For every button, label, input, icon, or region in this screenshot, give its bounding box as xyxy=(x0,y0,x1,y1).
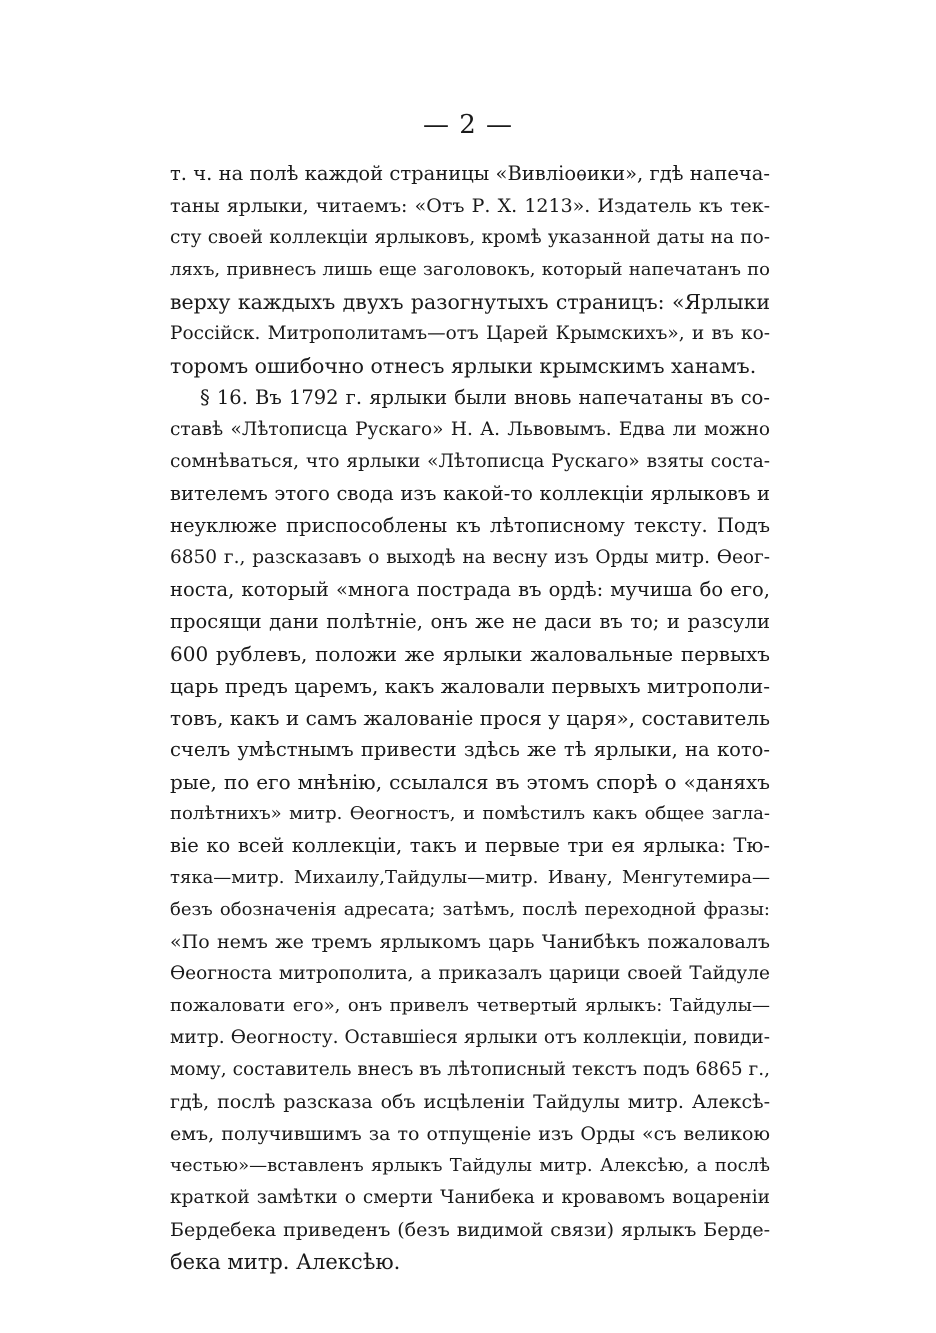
text-line: Ѳеогноста митрополита, а приказалъ царици своей Тайдуле xyxy=(170,963,770,984)
text-line: віе ко всей коллекціи, такъ и первые три ея ярлыка: Тю- xyxy=(170,834,770,857)
text-line: ляхъ, привнесъ лишь еще заголовокъ, который напечатанъ по xyxy=(170,259,770,280)
text-line: торомъ ошибочно отнесъ ярлыки крымскимъ ханамъ. xyxy=(170,354,757,378)
text-line: бека митр. Алексѣю. xyxy=(170,1250,401,1274)
text-line: 6850 г., разсказавъ о выходѣ на весну изъ Орды митр. Ѳеог- xyxy=(170,547,770,568)
text-line: емъ, получившимъ за то отпущеніе изъ Орды «съ великою xyxy=(170,1123,770,1145)
text-line: сту своей коллекціи ярлыковъ, кромѣ указанной даты на по- xyxy=(170,227,770,248)
page-number: — 2 — xyxy=(422,110,514,140)
text-line: «По немъ же тремъ ярлыкомъ царь Чанибѣкъ пожаловалъ xyxy=(170,931,770,953)
text-line: 600 рублевъ, положи же ярлыки жаловальные первыхъ xyxy=(170,642,770,666)
text-line: т. ч. на полѣ каждой страницы «Вивліоѳики», гдѣ напеча- xyxy=(170,162,770,185)
text-line: § 16. Въ 1792 г. ярлыки были вновь напечатаны въ со- xyxy=(200,386,770,409)
text-line: рые, по его мнѣнію, ссылался въ этомъ спорѣ о «даняхъ xyxy=(170,770,770,794)
text-line: честью»—вставленъ ярлыкъ Тайдулы митр. Алексѣю, а послѣ xyxy=(170,1155,770,1176)
text-line: краткой замѣтки о смерти Чанибека и кровавомъ воцареніи xyxy=(170,1187,770,1208)
text-line: носта, который «многа пострада въ ордѣ: мучиша бо его, xyxy=(170,578,770,601)
text-line: неуклюже приспособлены къ лѣтописному тексту. Подъ xyxy=(170,514,770,537)
text-line: вителемъ этого свода изъ какой-то коллекціи ярлыковъ и xyxy=(170,482,770,505)
text-line: сомнѣваться, что ярлыки «Лѣтописца Рускаго» взяты соста- xyxy=(170,451,770,472)
text-line: товъ, какъ и самъ жалованіе прося у царя», составитель xyxy=(170,706,770,730)
text-line: ставѣ «Лѣтописца Рускаго» Н. А. Львовымъ. Едва ли можно xyxy=(170,419,770,440)
text-line: Россійск. Митрополитамъ—отъ Царей Крымскихъ», и въ ко- xyxy=(170,323,770,344)
text-line: просящи дани полѣтніе, онъ же не даси въ то; и разсули xyxy=(170,610,770,633)
text-line: мому, составитель внесъ въ лѣтописный текстъ подъ 6865 г., xyxy=(170,1059,770,1080)
text-line: таны ярлыки, читаемъ: «Отъ Р. Х. 1213». Издатель къ тек- xyxy=(170,195,770,217)
text-line: митр. Ѳеогносту. Оставшіеся ярлыки отъ коллекціи, повиди- xyxy=(170,1027,770,1048)
text-line: верху каждыхъ двухъ разогнутыхъ страницъ: «Ярлыки xyxy=(170,290,770,314)
text-line: безъ обозначенія адресата; затѣмъ, послѣ переходной фразы: xyxy=(170,899,770,920)
text-line: счелъ умѣстнымъ привести здѣсь же тѣ ярлыки, на кото- xyxy=(170,738,770,761)
text-line: полѣтнихъ» митр. Ѳеогностъ, и помѣстилъ какъ общее загла- xyxy=(170,803,770,824)
text-line: тяка—митр. Михаилу,Тайдулы—митр. Ивану, Менгутемира— xyxy=(170,867,770,888)
text-line: гдѣ, послѣ разсказа объ исцѣленіи Тайдулы митр. Алексѣ- xyxy=(170,1091,770,1113)
text-line: царь предъ царемъ, какъ жаловали первыхъ митрополи- xyxy=(170,674,770,698)
text-line: Бердебека приведенъ (безъ видимой связи) ярлыкъ Берде- xyxy=(170,1219,770,1241)
text-line: пожаловати его», онъ привелъ четвертый ярлыкъ: Тайдулы— xyxy=(170,995,770,1016)
